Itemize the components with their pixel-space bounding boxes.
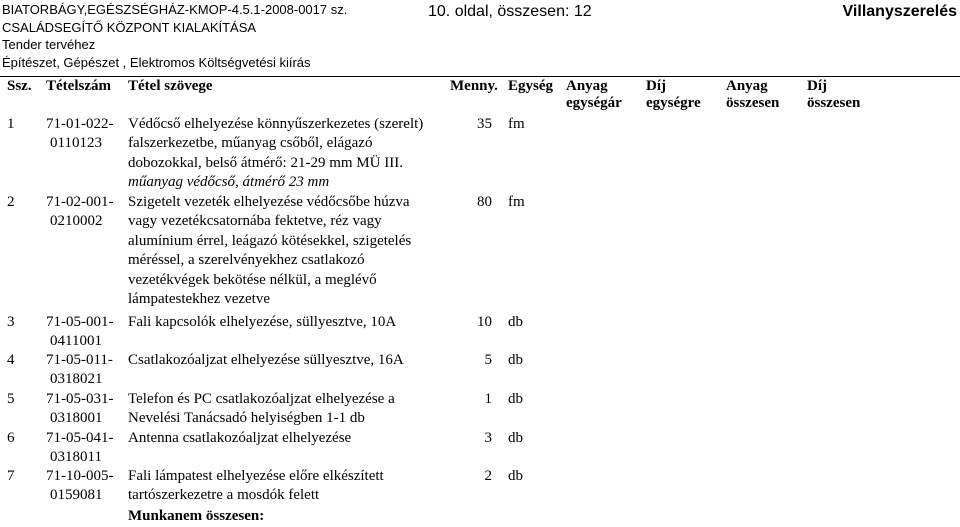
item-description: Fali kapcsolók elhelyezése, süllyesztve, 10A <box>128 314 397 330</box>
col-menny: Menny. <box>450 78 498 94</box>
item-code: 71-10-005- 0159081 <box>46 468 114 504</box>
row-number: 3 <box>7 314 15 330</box>
header-divider <box>0 76 960 77</box>
row-number: 4 <box>7 352 15 368</box>
item-description: Szigetelt vezeték elhelyezése védőcsőbe húzva vagy vezetékcsatornába fektetve, réz vagy alumínium érrel, leágazó kötésekkel, szigetelés méréssel, a szerelvényekhez csatlakozó vezetékvégek bekötése nélkül, a meglévő lámpatestekhez vezetve <box>128 194 412 308</box>
col-szoveg: Tétel szövege <box>128 78 213 94</box>
item-quantity: 35 <box>477 116 492 132</box>
page-info: 10. oldal, összesen: 12 <box>428 3 592 20</box>
item-description: Védőcső elhelyezése könnyűszerkezetes (szerelt) falszerkezetbe, műanyag csőből, elágazó dobozokkal, belső átmérő: 21-29 mm MÜ III. műanyag védőcső, átmérő 23 mm <box>128 116 424 191</box>
item-quantity: 3 <box>484 430 492 446</box>
item-description: Csatlakozóaljzat elhelyezése süllyesztve, 16A <box>128 352 404 368</box>
col-anyag-egysegar: Anyag egységár <box>566 78 622 111</box>
row-number: 6 <box>7 430 15 446</box>
row-number: 5 <box>7 391 15 407</box>
row-number: 2 <box>7 194 15 210</box>
col-tetelszam: Tételszám <box>46 78 111 94</box>
item-code: 71-05-011- 0318021 <box>46 352 113 388</box>
col-anyag-osszesen: Anyag összesen <box>726 78 780 111</box>
item-quantity: 1 <box>484 391 492 407</box>
section-title: Villanyszerelés <box>842 3 957 20</box>
item-unit: db <box>508 314 523 330</box>
col-ssz: Ssz. <box>7 78 32 94</box>
item-unit: db <box>508 468 523 484</box>
munkanem-total-label: Munkanem összesen: <box>128 508 265 524</box>
document-header-left <box>2 1 422 71</box>
item-quantity: 2 <box>484 468 492 484</box>
item-quantity: 80 <box>477 194 492 210</box>
item-code: 71-02-001- 0210002 <box>46 194 114 230</box>
item-unit: fm <box>508 116 525 132</box>
item-description: Telefon és PC csatlakozóaljzat elhelyezése a Nevelési Tanácsadó helyiségben 1-1 db <box>128 391 395 427</box>
row-number: 7 <box>7 468 15 484</box>
col-dij-osszesen: Díj összesen <box>807 78 861 111</box>
item-code: 71-05-001- 0411001 <box>46 314 114 350</box>
item-description: Fali lámpatest elhelyezése előre elkészített tartószerkezetre a mosdók felett <box>128 468 384 504</box>
item-unit: fm <box>508 194 525 210</box>
table-header <box>0 76 960 112</box>
header-line-3: Tender tervéhez <box>2 37 96 52</box>
header-line-1: BIATORBÁGY,EGÉSZSÉGHÁZ-KMOP-4.5.1-2008-0017 sz. <box>2 2 348 17</box>
row-number: 1 <box>7 116 15 132</box>
header-line-2: CSALÁDSEGÍTŐ KÖZPONT KIALAKÍTÁSA <box>2 19 257 35</box>
item-code: 71-05-031- 0318001 <box>46 391 114 427</box>
item-unit: db <box>508 352 523 368</box>
item-code: 71-01-022- 0110123 <box>46 116 114 152</box>
item-unit: db <box>508 391 523 407</box>
col-dij-egysegre: Díj egységre <box>646 78 701 111</box>
col-egyseg: Egység <box>508 78 553 94</box>
item-description: Antenna csatlakozóaljzat elhelyezése <box>128 430 352 446</box>
header-line-4: Építészet, Gépészet , Elektromos Költségvetési kiírás <box>2 54 311 70</box>
item-quantity: 5 <box>484 352 492 368</box>
item-code: 71-05-041- 0318011 <box>46 430 114 466</box>
item-quantity: 10 <box>477 314 492 330</box>
item-unit: db <box>508 430 523 446</box>
